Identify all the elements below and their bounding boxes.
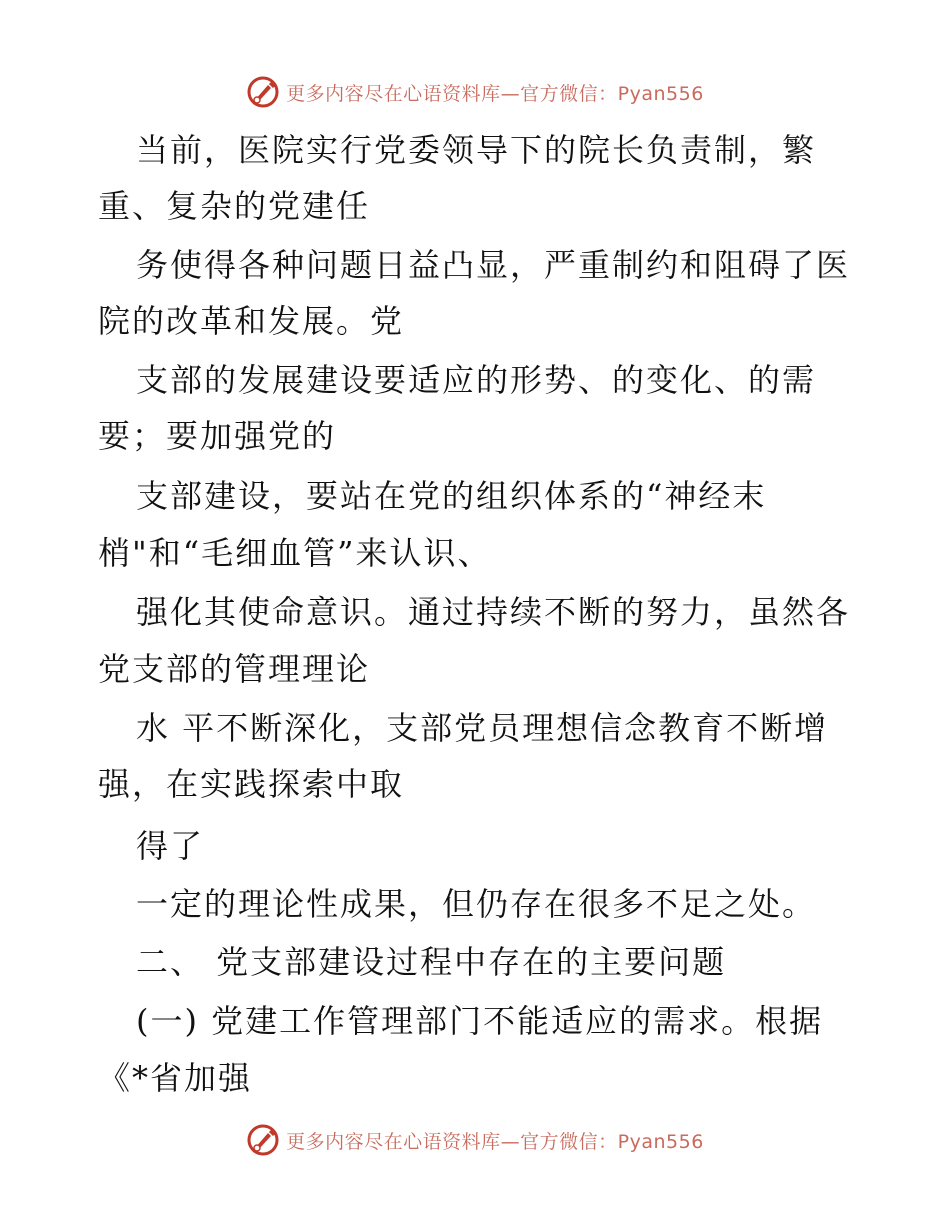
- paragraph-line: 要；要加强党的: [98, 417, 337, 455]
- section-heading: 二、 党支部建设过程中存在的主要问题: [136, 943, 727, 981]
- watermark-text: 更多内容尽在心语资料库—官方微信：Pyan556: [286, 82, 704, 105]
- header-watermark: [0, 72, 950, 112]
- paragraph-line: 务使得各种问题日益凸显，严重制约和阻碍了医: [136, 246, 851, 284]
- paragraph-line: 当前，医院实行党委领导下的院长负责制，繁: [136, 131, 817, 169]
- pen-nib-seal-icon: [246, 75, 280, 109]
- paragraph-line: 梢"和“毛细血管”来认识、: [98, 534, 492, 572]
- paragraph-line: 支部建设，要站在党的组织体系的“神经末: [136, 477, 767, 515]
- paragraph-line: 重、复杂的党建任: [98, 187, 371, 225]
- paragraph-line: 水 平不断深化，支部党员理想信念教育不断增: [136, 709, 829, 747]
- paragraph-line: 支部的发展建设要适应的形势、的变化、的需: [136, 361, 817, 399]
- subsection-heading: (一) 党建工作管理部门不能适应的需求。根据: [136, 1002, 824, 1040]
- watermark-text: 更多内容尽在心语资料库—官方微信：Pyan556: [286, 1130, 704, 1153]
- paragraph-line: 《*省加强: [98, 1059, 253, 1097]
- footer-watermark: [0, 1120, 950, 1160]
- paragraph-line: 院的改革和发展。党: [98, 302, 405, 340]
- paragraph-line: 党支部的管理理论: [98, 650, 371, 688]
- paragraph-line: 得了: [136, 827, 205, 865]
- paragraph-line: 一定的理论性成果，但仍存在很多不足之处。: [136, 885, 817, 923]
- paragraph-line: 强，在实践探索中取: [98, 765, 405, 803]
- paragraph-line: 强化其使命意识。通过持续不断的努力，虽然各: [136, 593, 851, 631]
- pen-nib-seal-icon: [246, 1123, 280, 1157]
